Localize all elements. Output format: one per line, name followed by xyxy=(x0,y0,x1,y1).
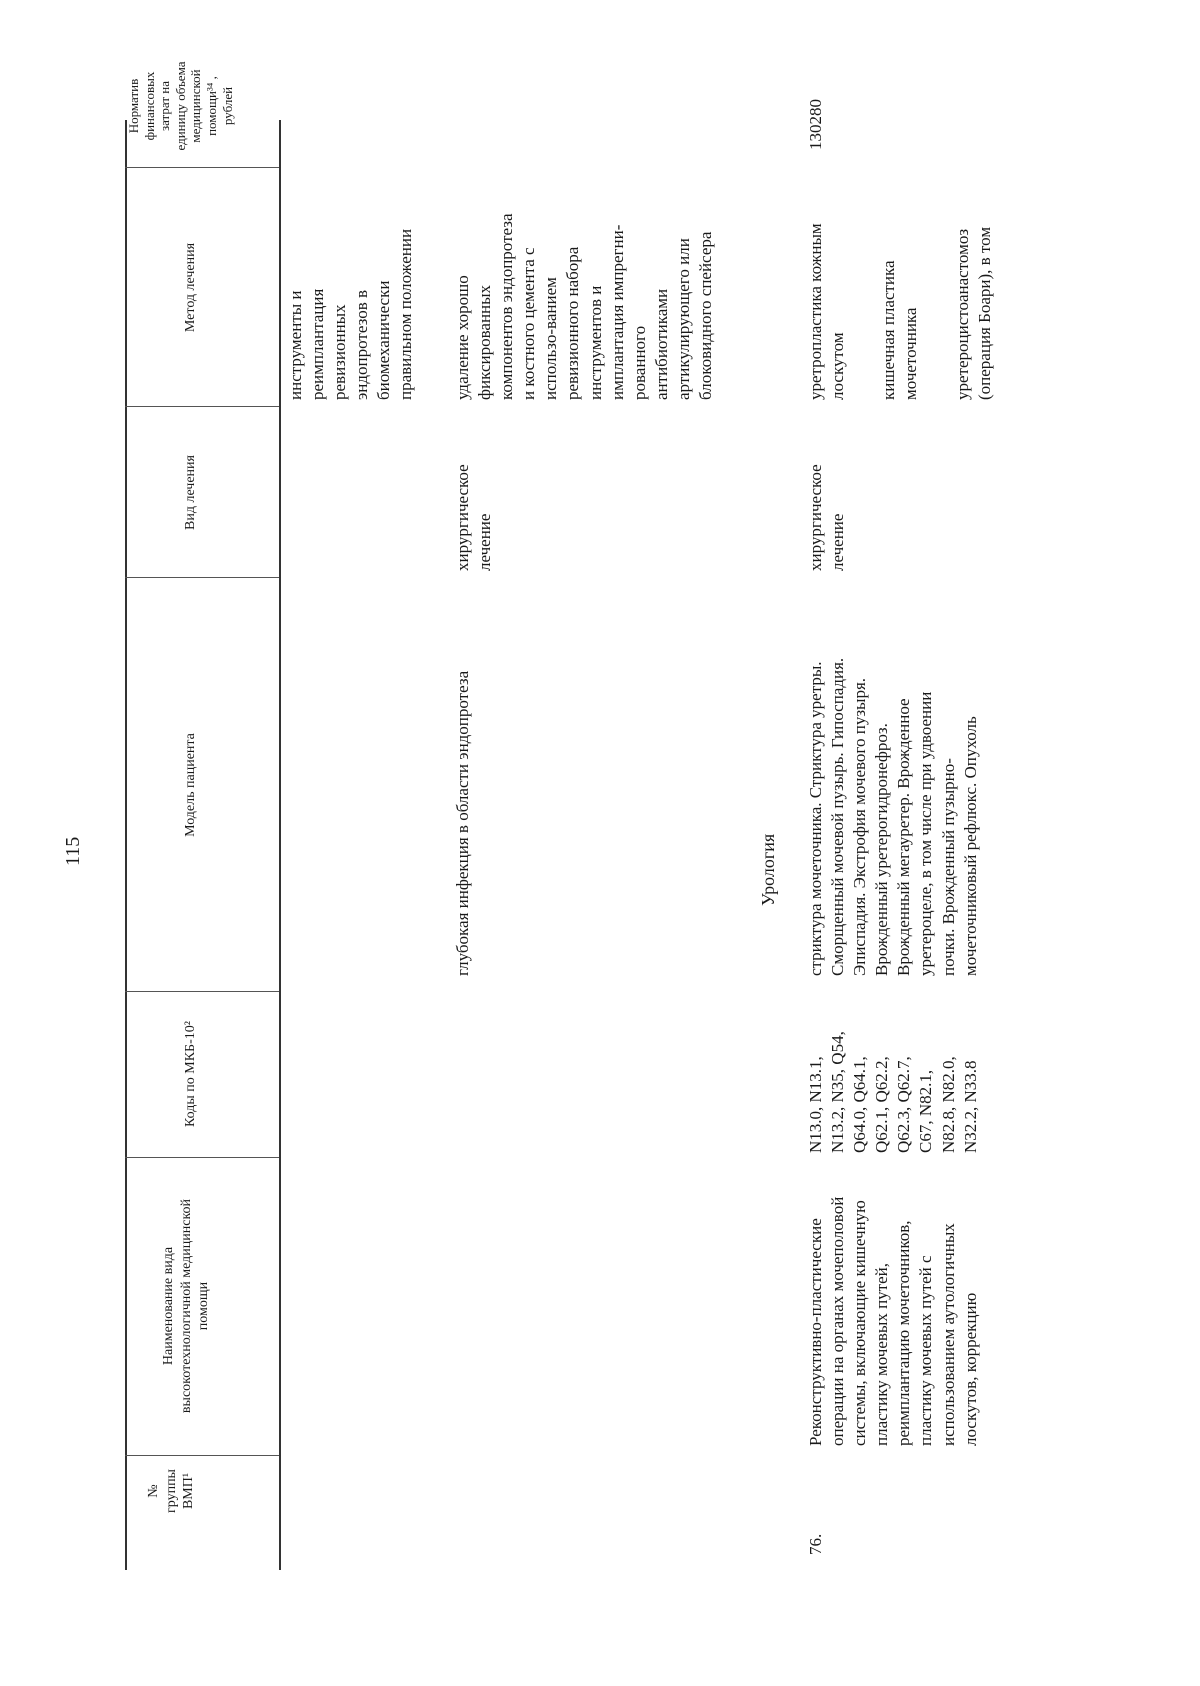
header-group-number: № группы ВМП¹ xyxy=(146,1469,196,1513)
section-heading-urology: Урология xyxy=(758,833,778,906)
table-top-rule xyxy=(125,120,127,1570)
header-cost-standard: Норматив финансовых затрат на единицу объема медицинской помощи³⁴ , рублей xyxy=(126,61,235,151)
cost-standard-76: 130280 xyxy=(806,99,825,150)
header-treatment-type: Вид лечения xyxy=(183,455,198,530)
treatment-method-76-intestinal-plasty: кишечная пластика мочеточника xyxy=(879,260,921,400)
column-divider xyxy=(125,167,279,168)
column-divider xyxy=(125,1157,279,1158)
column-divider xyxy=(125,577,279,578)
patient-model-76: стриктура мочеточника. Стриктура уретры. Сморщенный мочевой пузырь. Гипоспадия. Эписпадия. Экстрофия мочевого пузыря. Врожденный уретерогидронефроз. Врожденный мегауретер. Врожденное уретероцеле, в том числе при удвоении почки. Врожденный пузырно- мочеточниковый рефлюкс. Опухоль xyxy=(806,657,980,976)
header-patient-model: Модель пациента xyxy=(183,733,198,837)
treatment-type-infection: хирургическое лечение xyxy=(453,464,495,571)
continued-method-text: инструменты и реимплантация ревизионных эндопротезов в биомеханически правильном положении xyxy=(286,228,416,400)
group-number-76: 76. xyxy=(806,1533,825,1555)
treatment-method-76-urethroplasty: уретропластика кожным лоскутом xyxy=(806,223,848,400)
header-vmp-name: Наименование вида высокотехнологичной медицинской помощи xyxy=(161,1198,211,1414)
column-divider xyxy=(125,406,279,407)
treatment-method-76-boari: уретероцистоанастомоз (операция Боари), в том xyxy=(953,226,995,400)
vmp-name-76: Реконструктивно-пластические операции на органах мочеполовой системы, включающие кишечную пластику мочевых путей, реимплантацию мочеточников, пластику мочевых путей с использованием аутологичных лоскутов, коррекцию xyxy=(806,1196,980,1446)
header-bottom-rule xyxy=(279,120,281,1570)
patient-model-infection: глубокая инфекция в области эндопротеза xyxy=(453,670,472,976)
header-treatment-method: Метод лечения xyxy=(183,242,198,333)
header-icd-codes: Коды по МКБ-10² xyxy=(183,1021,198,1127)
treatment-method-infection: удаление хорошо фиксированных компонентов эндопротеза и костного цемента с использо-ванием ревизионного набора инструментов и имплантация импрегни- рованного антибиотиками артикулирующего или блоковидного спейсера xyxy=(453,213,716,400)
treatment-type-76: хирургическое лечение xyxy=(806,464,848,571)
column-divider xyxy=(125,991,279,992)
icd-codes-76: N13.0, N13.1, N13.2, N35, Q54, Q64.0, Q64.1, Q62.1, Q62.2, Q62.3, Q62.7, C67, N82.1, N82.8, N82.0, N32.2, N33.8 xyxy=(806,1031,980,1153)
page-number: 115 xyxy=(62,836,84,866)
